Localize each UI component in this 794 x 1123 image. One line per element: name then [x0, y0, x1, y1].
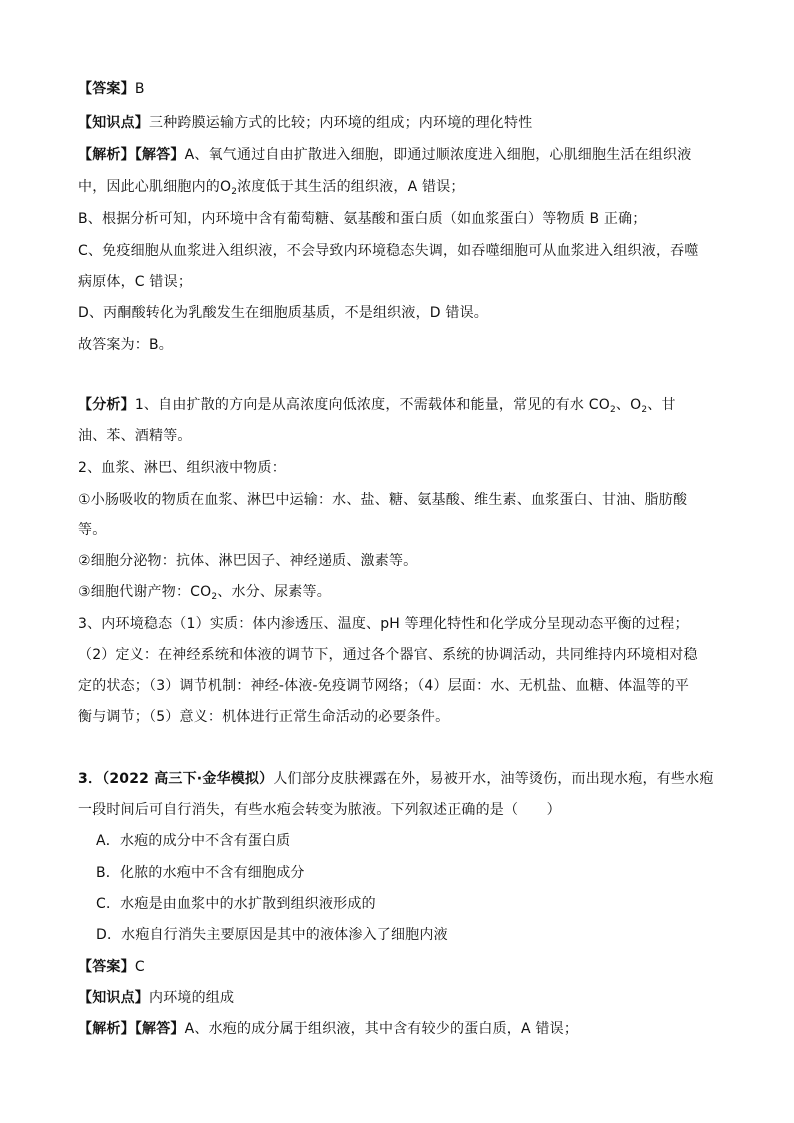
question-3-line-1 [78, 769, 714, 789]
fenxi-line-5: 等。 [78, 522, 107, 538]
answer-line [78, 79, 145, 99]
fenxi-text-7a: ③细胞代谢产物：CO [78, 584, 212, 600]
fenxi-line-11: 衡与调节；（5）意义：机体进行正常生命活动的必要条件。 [78, 709, 450, 725]
q3-answer-tag: 【答案】 [78, 959, 135, 975]
fenxi-text-1a: 1、自由扩散的方向是从高浓度向低浓度，不需载体和能量，常见的有水 CO [134, 397, 610, 413]
fenxi-text-1c: 、甘 [647, 397, 676, 413]
q3-answer-value: C [134, 959, 145, 975]
subscript-o2: 2 [641, 405, 648, 415]
analysis-text-1: A、氧气通过自由扩散进入细胞，即通过顺浓度进入细胞，心肌细胞生活在组织液 [184, 147, 692, 163]
knowledge-line [78, 113, 532, 133]
fenxi-line-1 [78, 395, 676, 420]
q3-knowledge-line [78, 988, 234, 1008]
q3-knowledge-tag: 【知识点】 [78, 990, 149, 1006]
analysis-line-5: 病原体，C 错误； [78, 274, 193, 290]
answer-value: B [134, 81, 145, 97]
fenxi-line-10: 定的状态；（3）调节机制：神经-体液-免疫调节网络；（4）层面：水、无机盐、血糖、体温等的平 [78, 678, 690, 694]
analysis-text-2b: 浓度低于其生活的组织液，A 错误； [237, 179, 465, 195]
q3-solution-tag: 【解答】 [134, 1021, 185, 1037]
fenxi-line-9: （2）定义：在神经系统和体液的调节下，通过各个器官、系统的协调活动，共同维持内环境相对稳 [78, 647, 698, 663]
fenxi-line-8: 3、内环境稳态（1）实质：体内渗透压、温度、pH 等理化特性和化学成分呈现动态平衡的过程； [78, 616, 689, 632]
option-b: B．化脓的水疱中不含有细胞成分 [96, 865, 305, 881]
solution-tag: 【解答】 [134, 147, 185, 163]
q3-analysis-tag: 【解析】 [78, 1021, 135, 1037]
q3-knowledge-text: 内环境的组成 [149, 990, 235, 1006]
subscript-co2: 2 [609, 405, 616, 415]
analysis-line-3: B、根据分析可知，内环境中含有葡萄糖、氨基酸和蛋白质（如血浆蛋白）等物质 B 正确； [78, 211, 647, 227]
fenxi-line-4: ①小肠吸收的物质在血浆、淋巴中运输：水、盐、糖、氨基酸、维生素、血浆蛋白、甘油、脂肪酸 [78, 492, 688, 508]
fenxi-tag: 【分析】 [78, 397, 135, 413]
option-a: A．水疱的成分中不含有蛋白质 [96, 833, 291, 849]
fenxi-line-2: 油、苯、酒精等。 [78, 428, 192, 444]
q3-solution-text: A、水疱的成分属于组织液，其中含有较少的蛋白质，A 错误； [184, 1021, 579, 1037]
subscript-co2-2: 2 [211, 592, 218, 602]
final-answer-line: 故答案为：B。 [78, 337, 174, 353]
fenxi-line-6: ②细胞分泌物：抗体、淋巴因子、神经递质、激素等。 [78, 553, 418, 569]
q3-answer-line [78, 957, 145, 977]
knowledge-tag: 【知识点】 [78, 115, 149, 131]
analysis-line-1 [78, 145, 691, 165]
option-d: D．水疱自行消失主要原因是其中的液体渗入了细胞内液 [96, 927, 448, 943]
fenxi-text-1b: 、O [615, 397, 642, 413]
question-3-line-2: 一段时间后可自行消失，有些水疱会转变为脓液。下列叙述正确的是（ ） [78, 802, 561, 818]
analysis-text-2a: 中，因此心肌细胞内的O [78, 179, 232, 195]
subscript-2: 2 [231, 187, 238, 197]
question-number: 3． [78, 771, 103, 787]
analysis-line-6: D、丙酮酸转化为乳酸发生在细胞质基质，不是组织液，D 错误。 [78, 305, 489, 321]
answer-tag: 【答案】 [78, 81, 135, 97]
option-c: C．水疱是由血浆中的水扩散到组织液形成的 [96, 896, 376, 912]
fenxi-line-3: 2、血浆、淋巴、组织液中物质： [78, 460, 286, 476]
analysis-line-4: C、免疫细胞从血浆进入组织液，不会导致内环境稳态失调，如吞噬细胞可从血浆进入组织液，吞噬 [78, 243, 699, 259]
fenxi-text-7b: 、水分、尿素等。 [217, 584, 331, 600]
knowledge-text: 三种跨膜运输方式的比较；内环境的组成；内环境的理化特性 [149, 115, 533, 131]
fenxi-line-7 [78, 582, 331, 607]
question-stem-1: 人们部分皮肤裸露在外，易被开水，油等烫伤，而出现水疱，有些水疱 [273, 771, 714, 787]
analysis-line-2 [78, 177, 465, 202]
question-source: （2022 高三下·金华模拟） [102, 771, 274, 787]
analysis-tag: 【解析】 [78, 147, 135, 163]
q3-analysis-line [78, 1019, 578, 1039]
